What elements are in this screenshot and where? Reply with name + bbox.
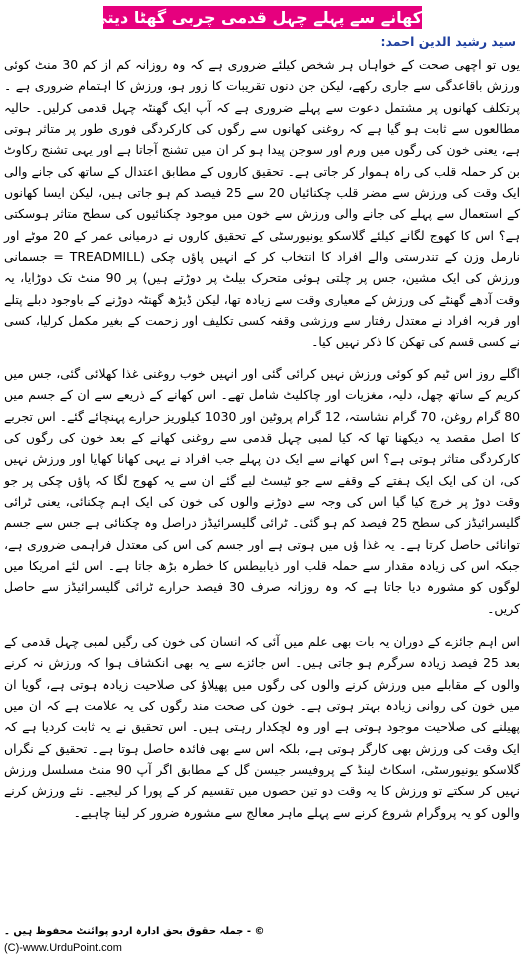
article-title: کھانے سے پہلے چہل قدمی چربی گھٹا دیتی ہے [67, 8, 422, 27]
author-byline: سید رشید الدین احمد: [380, 34, 516, 49]
article-paragraph-2: اگلے روز اس ٹیم کو کوئی ورزش نہیں کرائی گئی اور انہیں خوب روغنی غذا کھلائی گئی، جس میں کریم کے ساتھ چھل، دلیہ، مغزیات اور چاکلیٹ شامل تھے۔ اس کھانے کے ذریعے سے ان کے جسم میں 80 گرام روغن، 70 گرام نشاستہ، 12 گرام پروٹین اور 1030 کیلوریز حرارے پہنچائے گئے۔ اس تجربے کا اصل مقصد یہ دیکھنا تھا کہ کیا لمبی چہل قدمی سے روغنی کھانے کے بعد خون کی رگوں کی کارکردگی متاثر ہوتی ہے؟ اس کھانے سے ایک دن پہلے جب افراد نے یہی کھانا کھایا اور ورزش نہیں کی، ان کی ایک ایک ہفتے کے وقفے سے جو ٹیسٹ لیے گئے ان سے یہ کھوج لگا کہ پاؤں چکی پر جو وقت دوڑ پر خرچ کیا گیا اس کی وجہ سے دوڑنے والوں کی خون کی ایک اہم چکنائی، یعنی ٹرائی گلیسرائیڈز کی سطح 25 فیصد کم ہو گئی۔ ٹرائی گلیسرائیڈز دراصل وہ چکنائی ہے جس سے جسم توانائی حاصل کرتا ہے۔ یہ غذا ؤں میں ہوتی ہے اور جسم کی اس کی معتدل فراہمی ضروری ہے، جبکہ اس کی زیادہ مقدار سے حملہ قلب اور ذیابیطس کا خطرہ بڑھ جاتا ہے۔ اس لئے امریکا میں لوگوں کو مشورہ دیا جاتا ہے کہ وہ روزانہ صرف 30 فیصد حرارے ٹرائی گلیسرائیڈز سے حاصل کریں۔ [4, 365, 521, 616]
site-url: (C)-www.UrduPoint.com [4, 942, 122, 954]
copyright-notice: © - جملہ حقوق بحق ادارہ اردو پوائنٹ محفوظ ہیں ۔ [4, 926, 265, 937]
article-body [4, 54, 520, 835]
article-paragraph-1: یوں تو اچھی صحت کے خواہاں ہر شخص کیلئے ضروری ہے کہ وہ روزانہ کم از کم 30 منٹ کوئی ورزش باقاعدگی سے جاری رکھے، لیکن جن دنوں تقریبات کا زور ہو، ورزش کا اہتمام ضروری ہے ۔ پرتکلف کھانوں پر مشتمل دعوت سے پہلے ضروری ہے کہ آپ ایک گھنٹہ چہل قدمی کرلیں۔ حالیہ مطالعوں سے ثابت ہو گیا ہے کہ روغنی کھانوں سے رگوں کی کارکردگی فوری طور پر متاثر ہوتی ہے، یعنی خون کی رگوں میں ورم اور سوجن پیدا ہو کر ان میں تشنج آجاتا ہے اور یہی تشنج رکاوٹ بن کر حملہ قلب کی راہ ہموار کر جاتی ہے۔ تحقیق کاروں کے مطابق اعتدال کے ساتھ کی جانے والی ایک وقت کی ورزش سے مضر قلب چکنائیاں 20 سے 25 فیصد کم ہو جاتی ہیں، لیکن ایسا کھانوں کے استعمال سے پہلے کی جانے والی ورزش سے خون میں موجود چکنائیوں کی سطح متاثر ہوسکتی ہے؟ اس کا کھوج لگانے کیلئے گلاسکو یونیورسٹی کے تحقیق کاروں نے درمیانی عمر کے 20 موٹے اور نارمل وزن کے تندرستی والے افراد کا انتخاب کر کے انہیں پاؤں چکی (TREADMILL = جسمانی ورزش کی ایک مشین، جس پر چلتی ہوئی متحرک بیلٹ پر دوڑتے ہیں) پر 90 منٹ تک دوڑایا، یہ وقت آدھے گھنٹے کی ورزش کے معیاری وقت سے زیادہ تھا، لیکن ڈیڑھ گھنٹہ دوڑنے کے باوجود دبلے پتلے اور فربہ افراد نے معتدل رفتار سے ورزشی وقفہ کسی تکلیف اور زحمت کے بغیر مکمل کرلیا، کسی نے کسی قسم کی تھکن کا ذکر نہیں کیا۔ [4, 57, 521, 350]
article-paragraph-3: اس اہم جائزے کے دوران یہ بات بھی علم میں آئی کہ انسان کی خون کی رگیں لمبی چہل قدمی کے بعد 25 فیصد زیادہ سرگرم ہو جاتی ہیں۔ اس جائزے سے یہ بھی انکشاف ہوا کہ ورزش نہ کرنے والوں کے مقابلے میں ورزش کرنے والوں کی رگوں میں پھیلاؤ کی صلاحیت زیادہ ہوتی ہے، گویا ان میں خون کی روانی زیادہ بہتر ہوتی ہے۔ خون کی صحت مند رگوں کی یہ علامت ہے کہ ان میں پھیلنے کی صلاحیت موجود ہوتی ہے اور وہ لچکدار رہتی ہیں۔ اس تحقیق نے یہ ثابت کردیا ہے کہ ایک وقت کی ورزش بھی کارگر ہوتی ہے، بلکہ اس سے بھی فائدہ حاصل ہوتا ہے۔ تحقیق کے نگراں گلاسکو یونیورسٹی، اسکاٹ لینڈ کے پروفیسر جیسن گل کے مطابق اگر آپ 90 منٹ مسلسل ورزش نہیں کر سکتے تو ورزش کا یہ وقت دو تین حصوں میں تقسیم کر کے پورا کر لیجیے۔ نئے ورزش کرنے والوں کو یہ پروگرام شروع کرنے سے پہلے ماہر معالج سے مشورہ ضرور کر لینا چاہیے۔ [4, 633, 520, 820]
